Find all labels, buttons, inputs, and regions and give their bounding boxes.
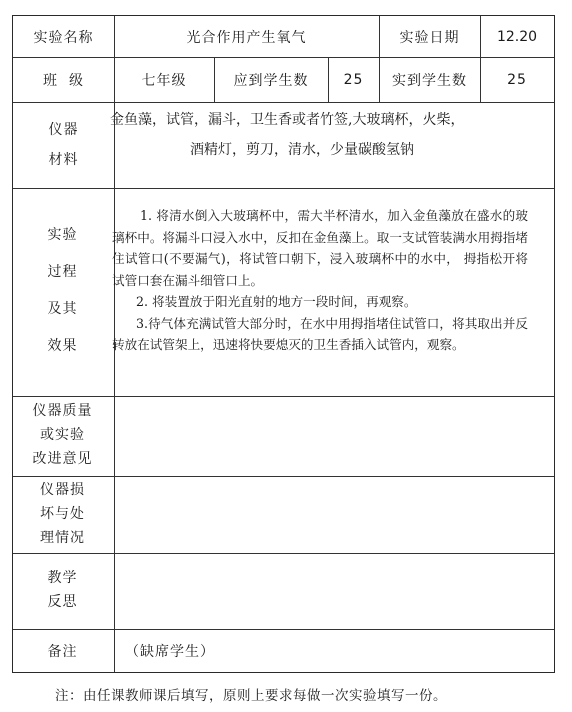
remarks-label: 备注 <box>47 643 78 660</box>
reflection-label-line: 反思 <box>47 594 78 610</box>
actual-students-label: 实到学生数 <box>392 72 467 89</box>
process-label-line: 及其 <box>47 301 78 317</box>
remarks-value: （缺席学生） <box>125 643 215 660</box>
process-label-line: 过程 <box>47 264 78 280</box>
reflection-value <box>113 552 553 628</box>
materials-line: 酒精灯，剪刀，清水，少量碳酸氢钠 <box>190 142 414 158</box>
damage-value <box>113 475 553 552</box>
quality-label-line: 仪器质量 <box>32 403 93 419</box>
damage-label <box>12 475 113 552</box>
experiment-name-value: 光合作用产生氧气 <box>186 29 307 46</box>
materials-label-line: 材料 <box>48 152 79 168</box>
process-label <box>12 187 113 395</box>
experiment-date-label: 实验日期 <box>399 29 460 46</box>
damage-label-line: 坏与处 <box>40 505 85 522</box>
quality-label <box>12 395 113 475</box>
process-step: 1. 将清水倒入大玻璃杯中，需大半杯清水，加入金鱼藻放在盛水的玻璃杯中。将漏斗口浸入水中，反扣在金鱼藻上。取一支试管装满水用拇指堵住试管口(不要漏气)，将试管口朝下，浸入玻璃杯中的水中， 拇指松开将试管口套在漏斗细管口上。 <box>112 208 528 288</box>
experiment-date-value: 12.20 <box>496 28 538 45</box>
materials-content <box>104 101 540 171</box>
damage-label-line: 理情况 <box>40 529 85 546</box>
quality-value <box>113 395 553 475</box>
process-label-line: 效果 <box>47 338 78 354</box>
expected-students-value: 25 <box>343 71 364 88</box>
quality-label-line: 改进意见 <box>32 451 93 467</box>
materials-label-line: 仪器 <box>48 122 79 138</box>
materials-line: 金鱼藻，试管，漏斗，卫生香或者竹签,大玻璃杯，火柴， <box>110 112 465 128</box>
process-content <box>104 189 536 379</box>
footnote: 注：由任课教师课后填写，原则上要求每做一次实验填写一份。 <box>55 688 447 704</box>
process-step: 3.待气体充满试管大部分时，在水中用拇指堵住试管口，将其取出并反转放在试管架上，迅速将快要熄灭的卫生香插入试管内，观察。 <box>112 315 528 352</box>
class-label: 班 级 <box>43 72 84 89</box>
reflection-label <box>12 552 113 628</box>
experiment-name-label: 实验名称 <box>33 29 94 46</box>
process-step: 2. 将装置放于阳光直射的地方一段时间，再观察。 <box>136 294 417 309</box>
materials-label <box>13 102 114 188</box>
process-label-line: 实验 <box>47 227 78 243</box>
expected-students-label: 应到学生数 <box>233 72 309 89</box>
quality-label-line: 或实验 <box>40 427 85 443</box>
actual-students-value: 25 <box>507 71 527 88</box>
damage-label-line: 仪器损 <box>40 481 85 498</box>
reflection-label-line: 教学 <box>47 570 78 586</box>
class-value: 七年级 <box>141 72 187 89</box>
